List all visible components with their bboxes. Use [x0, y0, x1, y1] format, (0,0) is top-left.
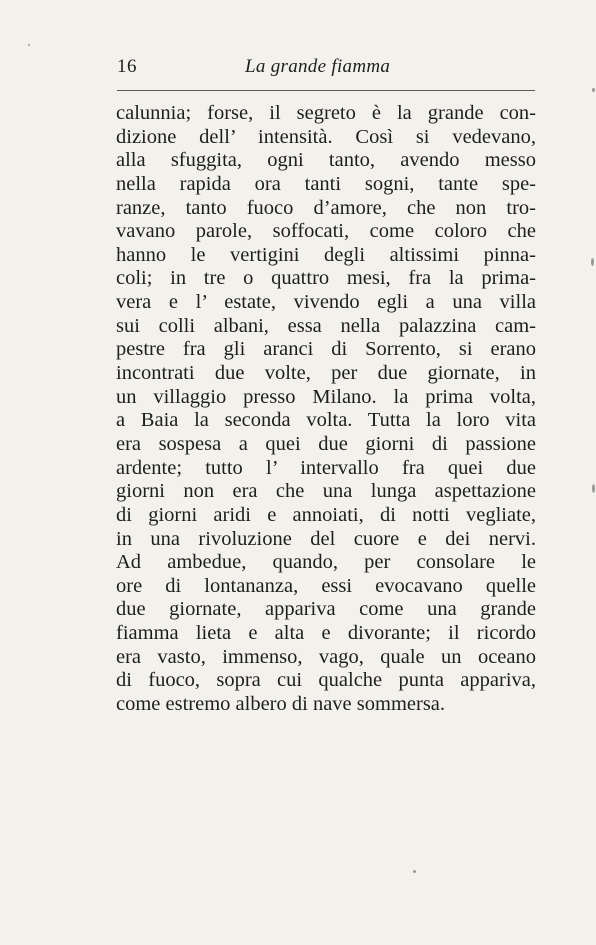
- text-line: a Baia la seconda volta. Tutta la loro vita: [116, 409, 536, 432]
- text-line: dizione dell’ intensità. Così si vedevano,: [116, 125, 536, 148]
- text-line: ore di lontananza, essi evocavano quelle: [116, 574, 536, 597]
- text-line: era sospesa a quei due giorni di passione: [116, 432, 536, 455]
- page-number: 16: [117, 56, 137, 77]
- text-line: di giorni aridi e annoiati, di notti vegliate,: [116, 503, 536, 526]
- text-line: un villaggio presso Milano. la prima volta,: [116, 385, 536, 408]
- text-line: in una rivoluzione del cuore e dei nervi.: [116, 527, 536, 550]
- text-line: fiamma lieta e alta e divorante; il ricordo: [116, 622, 536, 645]
- text-line: alla sfuggita, ogni tanto, avendo messo: [116, 149, 536, 172]
- text-line: hanno le vertigini degli altissimi pinna-: [116, 243, 536, 266]
- text-line: vavano parole, soffocati, come coloro che: [116, 220, 536, 243]
- text-line: sui colli albani, essa nella palazzina cam-: [116, 314, 536, 337]
- paper-speck: [591, 258, 594, 266]
- paper-speck: [592, 88, 595, 92]
- text-line: nella rapida ora tanti sogni, tante spe-: [116, 172, 536, 195]
- text-line: calunnia; forse, il segreto è la grande con-: [116, 102, 536, 124]
- body-text: [116, 102, 536, 717]
- text-line: coli; in tre o quattro mesi, fra la prima-: [116, 267, 536, 290]
- text-line: ardente; tutto l’ intervallo fra quei due: [116, 456, 536, 479]
- text-line: ranze, tanto fuoco d’amore, che non tro-: [116, 196, 536, 219]
- text-line: Ad ambedue, quando, per consolare le: [116, 551, 536, 574]
- page-header: [117, 56, 537, 82]
- paper-speck: [592, 484, 595, 493]
- paper-speck: [28, 44, 30, 46]
- text-line: era vasto, immenso, vago, quale un oceano: [116, 645, 536, 668]
- running-title: La grande fiamma: [245, 56, 391, 77]
- text-line: di fuoco, sopra cui qualche punta appariva,: [116, 669, 536, 692]
- text-line: due giornate, appariva come una grande: [116, 598, 536, 621]
- header-rule: [117, 90, 535, 91]
- text-line: incontrati due volte, per due giornate, in: [116, 362, 536, 385]
- text-line: come estremo albero di nave sommersa.: [116, 693, 446, 716]
- text-line: vera e l’ estate, vivendo egli a una villa: [116, 291, 536, 314]
- paper-speck: [413, 870, 416, 873]
- text-line: pestre fra gli aranci di Sorrento, si erano: [116, 338, 536, 361]
- text-line: giorni non era che una lunga aspettazione: [116, 480, 536, 503]
